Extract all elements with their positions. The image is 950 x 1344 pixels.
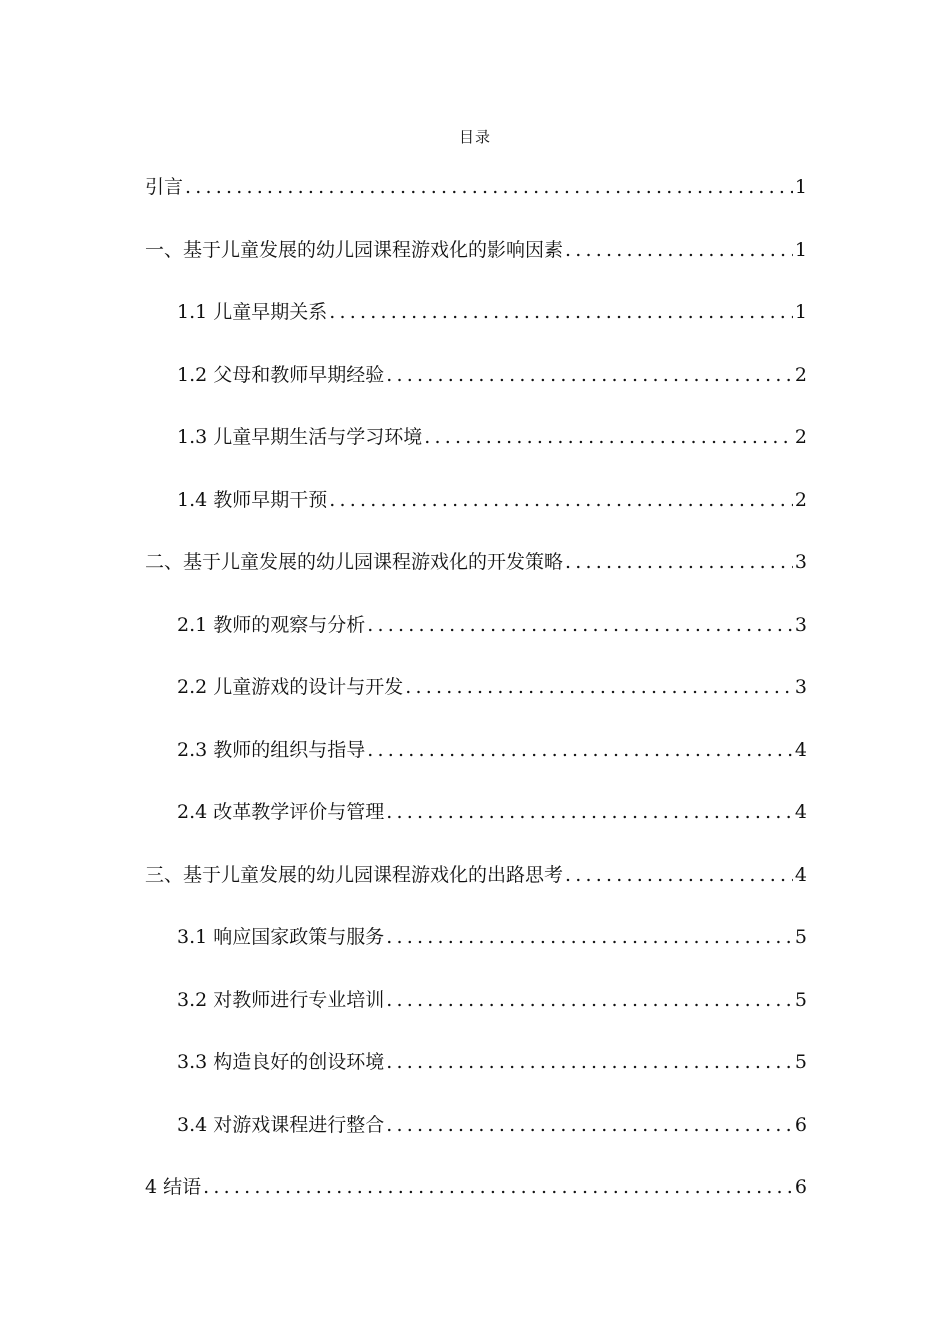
toc-entry-section-2-1[interactable] [145,608,807,671]
toc-entry-label: 3.3 构造良好的创设环境 [177,1051,385,1073]
toc-entry-section-3-1[interactable] [145,920,807,983]
toc-page-number: 1 [794,176,807,198]
toc-page-number: 2 [794,488,807,511]
toc-dot-leader [386,983,793,1017]
toc-entry-section-3-2[interactable] [145,983,807,1046]
toc-dot-leader [367,733,793,767]
toc-entry-label: 1.1 儿童早期关系 [177,301,328,323]
toc-entry-section-3[interactable] [145,858,807,921]
toc-entry-label: 3.1 响应国家政策与服务 [177,926,385,948]
toc-dot-leader [386,1108,793,1142]
toc-entry-section-2-2[interactable] [145,670,807,733]
toc-entry-label: 2.4 改革教学评价与管理 [177,801,385,823]
toc-dot-leader [386,920,793,954]
toc-dot-leader [565,858,793,892]
toc-entry-section-1-3[interactable] [145,420,807,483]
toc-page-number: 4 [794,738,807,761]
toc-dot-leader [367,608,793,642]
toc-dot-leader [386,1045,793,1079]
toc-entry-label: 1.4 教师早期干预 [177,488,328,511]
toc-entry-label: 二、基于儿童发展的幼儿园课程游戏化的开发策略 [145,551,564,573]
toc-entry-section-1[interactable] [145,233,807,296]
toc-page-number: 5 [794,1051,807,1073]
toc-page-number: 5 [794,988,807,1011]
toc-dot-leader [565,545,793,579]
toc-entry-section-2-4[interactable] [145,795,807,858]
toc-dot-leader [386,358,793,392]
toc-dot-leader [185,170,793,204]
toc-page-number: 6 [794,1113,807,1136]
toc-page-number: 3 [794,551,807,573]
toc-entry-label: 2.2 儿童游戏的设计与开发 [177,676,404,698]
toc-page-number: 1 [794,301,807,323]
table-of-contents [145,170,807,1233]
toc-entry-section-2-3[interactable] [145,733,807,796]
toc-entry-label: 3.2 对教师进行专业培训 [177,988,385,1011]
toc-dot-leader [386,795,793,829]
toc-entry-section-1-1[interactable] [145,295,807,358]
toc-entry-section-1-4[interactable] [145,483,807,546]
toc-dot-leader [424,420,793,454]
toc-dot-leader [405,670,793,704]
toc-entry-section-3-4[interactable] [145,1108,807,1171]
toc-entry-section-2[interactable] [145,545,807,608]
toc-entry-label: 2.3 教师的组织与指导 [177,738,366,761]
toc-entry-label: 一、基于儿童发展的幼儿园课程游戏化的影响因素 [145,238,564,261]
toc-page-number: 2 [794,426,807,448]
toc-page-number: 3 [794,613,807,636]
toc-entry-label: 1.3 儿童早期生活与学习环境 [177,426,423,448]
toc-dot-leader [203,1170,793,1204]
toc-page-number: 6 [794,1176,807,1198]
toc-entry-conclusion[interactable] [145,1170,807,1233]
toc-title: 目录 [458,128,491,146]
toc-entry-label: 1.2 父母和教师早期经验 [177,363,385,386]
toc-dot-leader [329,483,793,517]
toc-page-number: 1 [794,238,807,261]
toc-entry-label: 引言 [145,176,184,198]
toc-entry-label: 3.4 对游戏课程进行整合 [177,1113,385,1136]
toc-page-number: 4 [794,801,807,823]
toc-page-number: 5 [794,926,807,948]
toc-dot-leader [329,295,793,329]
toc-entry-label: 4 结语 [145,1176,202,1198]
toc-entry-introduction[interactable] [145,170,807,233]
toc-page-number: 2 [794,363,807,386]
toc-entry-label: 2.1 教师的观察与分析 [177,613,366,636]
toc-entry-label: 三、基于儿童发展的幼儿园课程游戏化的出路思考 [145,863,564,886]
toc-entry-section-1-2[interactable] [145,358,807,421]
toc-entry-section-3-3[interactable] [145,1045,807,1108]
toc-page-number: 4 [794,863,807,886]
toc-page-number: 3 [794,676,807,698]
toc-dot-leader [565,233,793,267]
